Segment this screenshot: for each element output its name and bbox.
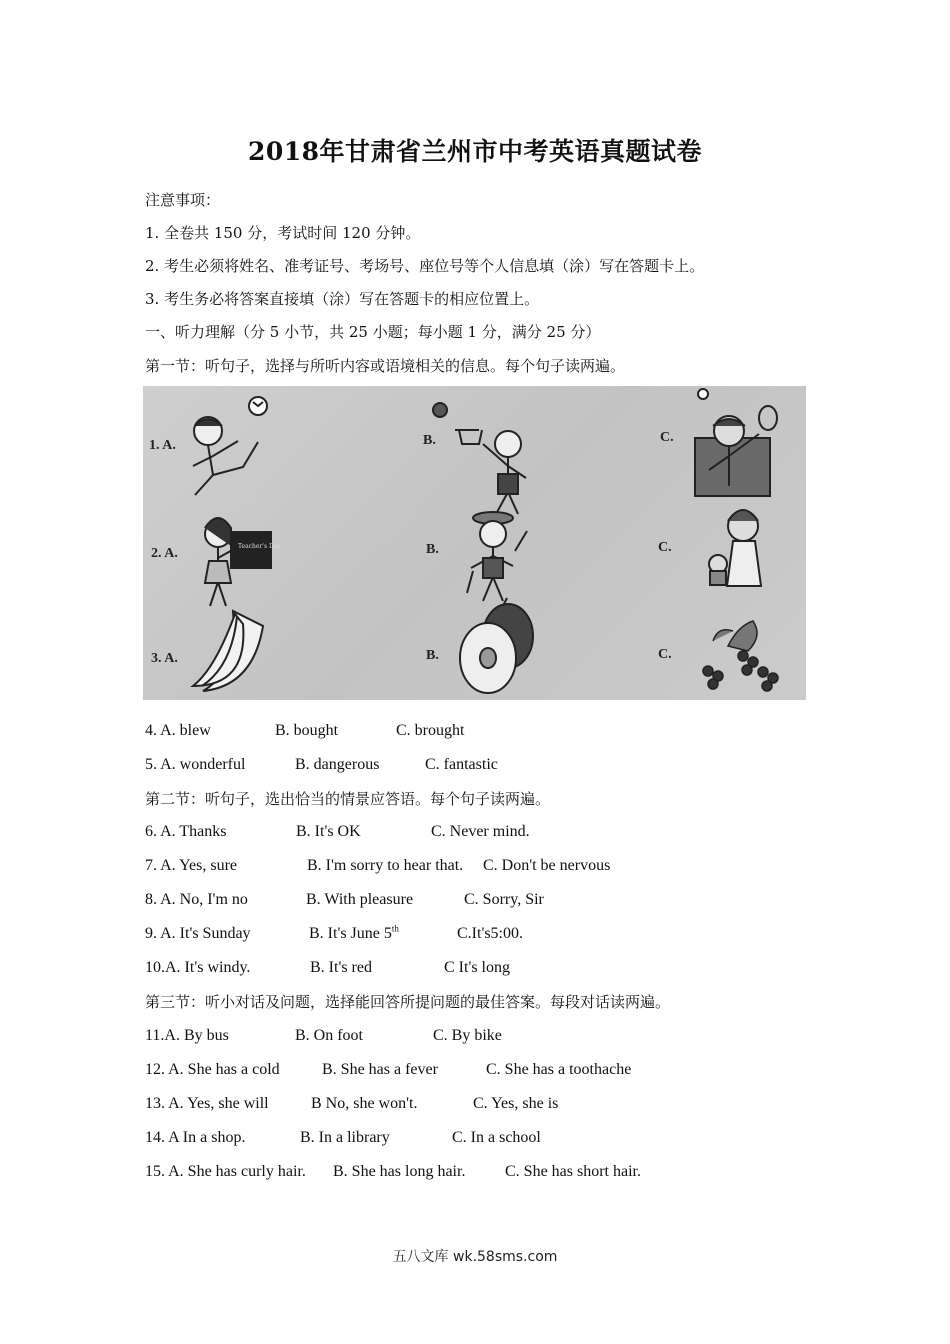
pic-label-1a: 1. A. <box>149 438 176 453</box>
q9-option-b <box>309 924 399 944</box>
q15-option-c: C. She has short hair. <box>505 1163 641 1180</box>
badminton-player-icon <box>695 389 777 496</box>
q14-option-c: C. In a school <box>452 1129 541 1146</box>
q5-option-b: B. dangerous <box>295 756 380 773</box>
q5-option-a: 5. A. wonderful <box>145 756 246 773</box>
doctor-icon <box>709 510 761 586</box>
farmer-icon <box>467 512 527 601</box>
q11-option-c: C. By bike <box>433 1027 502 1044</box>
pic-label-3a: 3. A. <box>151 651 178 666</box>
basketball-player-icon <box>433 403 526 514</box>
q8-option-b: B. With pleasure <box>306 891 414 908</box>
q7-option-c: C. Don't be nervous <box>483 857 611 874</box>
q12-option-a: 12. A. She has a cold <box>145 1061 280 1078</box>
q13-option-a: 13. A. Yes, she will <box>145 1095 269 1112</box>
teacher-icon <box>205 518 271 606</box>
q6-option-b: B. It's OK <box>296 823 361 840</box>
note-2: 2. 考生必须将姓名、准考证号、考场号、座位号等个人信息填（涂）写在答题卡上。 <box>145 257 705 275</box>
football-player-icon <box>193 397 267 495</box>
q9-option-a: 9. A. It's Sunday <box>145 925 251 942</box>
section1-instruction: 第一节：听句子，选择与所听内容或语境相关的信息。每个句子读两遍。 <box>145 357 626 375</box>
q13-option-b: B No, she won't. <box>311 1095 418 1112</box>
q4-option-b: B. bought <box>275 722 339 739</box>
q7-option-a: 7. A. Yes, sure <box>145 857 238 874</box>
section2-instruction: 第二节：听句子，选出恰当的情景应答语。每个句子读两遍。 <box>145 790 551 808</box>
q10-option-a: 10.A. It's windy. <box>145 959 251 976</box>
q7-option-b: B. I'm sorry to hear that. <box>307 857 464 874</box>
pic-label-2b: B. <box>426 542 439 557</box>
q9-option-b-text: B. It's June 5 <box>309 925 392 942</box>
q12-option-c: C. She has a toothache <box>486 1061 632 1078</box>
q10-option-b: B. It's red <box>310 959 372 976</box>
note-1: 1. 全卷共 150 分，考试时间 120 分钟。 <box>145 224 421 242</box>
part1-heading: 一、听力理解（分 5 小节，共 25 小题；每小题 1 分，满分 25 分） <box>145 323 601 341</box>
pic-label-3b: B. <box>426 648 439 663</box>
pic-label-3c: C. <box>658 647 672 662</box>
q14-option-a: 14. A In a shop. <box>145 1129 246 1146</box>
q10-option-c: C It's long <box>444 959 510 976</box>
bananas-icon <box>193 611 263 691</box>
q8-option-a: 8. A. No, I'm no <box>145 891 248 908</box>
q14-option-b: B. In a library <box>300 1129 390 1146</box>
q5-option-c: C. fantastic <box>425 756 498 773</box>
q6-option-a: 6. A. Thanks <box>145 823 227 840</box>
q6-option-c: C. Never mind. <box>431 823 530 840</box>
pic-label-2a: 2. A. <box>151 546 178 561</box>
pic-label-1b: B. <box>423 433 436 448</box>
notes-heading: 注意事项： <box>145 191 221 209</box>
q12-option-b: B. She has a fever <box>322 1061 438 1078</box>
pic-label-1c: C. <box>660 430 674 445</box>
q9-option-b-sup: th <box>391 923 399 934</box>
q15-option-b: B. She has long hair. <box>333 1163 466 1180</box>
q4-option-a: 4. A. blew <box>145 722 211 739</box>
q4-option-c: C. brought <box>396 722 465 739</box>
q13-option-c: C. Yes, she is <box>473 1095 559 1112</box>
q11-option-b: B. On foot <box>295 1027 363 1044</box>
pictures-illustration <box>143 386 806 700</box>
pic-label-2c: C. <box>658 540 672 555</box>
question-pictures <box>143 386 806 700</box>
note-3: 3. 考生务必将答案直接填（涂）写在答题卡的相应位置上。 <box>145 290 540 308</box>
q11-option-a: 11.A. By bus <box>145 1027 229 1044</box>
section3-instruction: 第三节：听小对话及问题，选择能回答所提问题的最佳答案。每段对话读两遍。 <box>145 993 671 1011</box>
board-text: Teacher's Day <box>238 543 281 550</box>
grapes-icon <box>703 621 778 691</box>
q8-option-c: C. Sorry, Sir <box>464 891 544 908</box>
apples-icon <box>460 598 533 693</box>
footer-watermark: 五八文库 wk.58sms.com <box>392 1249 558 1265</box>
q9-option-c: C.It's5:00. <box>457 925 523 942</box>
q15-option-a: 15. A. She has curly hair. <box>145 1163 306 1180</box>
page-title: 2018年甘肃省兰州市中考英语真题试卷 <box>247 137 703 166</box>
